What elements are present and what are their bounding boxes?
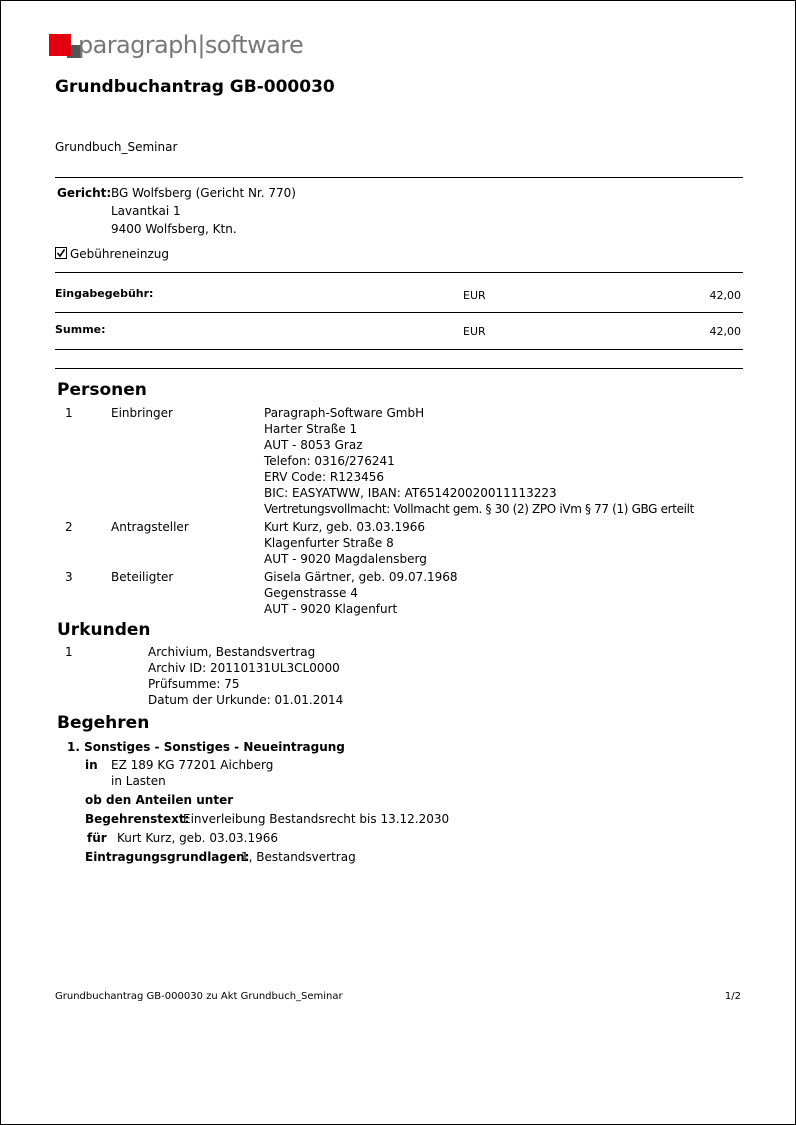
fee-amount: 42,00 (709, 289, 741, 302)
person-line: Harter Straße 1 (264, 422, 358, 436)
eintragungsgrundlagen-value: 1, Bestandsvertrag (241, 850, 356, 864)
person-line: Kurt Kurz, geb. 03.03.1966 (264, 520, 426, 534)
person-role: Antragsteller (111, 520, 189, 534)
urkunde-line: Prüfsumme: 75 (148, 677, 240, 691)
person-line: Gisela Gärtner, geb. 09.07.1968 (264, 570, 458, 584)
begehren-anteile: ob den Anteilen unter (85, 793, 234, 807)
begehren-in-line: EZ 189 KG 77201 Aichberg (111, 758, 274, 772)
gericht-line: BG Wolfsberg (Gericht Nr. 770) (111, 186, 296, 200)
divider (55, 177, 743, 178)
fee-currency: EUR (463, 289, 486, 302)
page-number: 1/2 (724, 991, 741, 1002)
fee-label: Eingabegebühr: (55, 287, 154, 300)
footer-text: Grundbuchantrag GB-000030 zu Akt Grundbuch_Seminar (55, 991, 343, 1002)
begehren-in-label: in (85, 758, 98, 772)
check-icon (56, 248, 66, 258)
logo-text: paragraph|software (78, 31, 304, 59)
begehrenstext-label: Begehrenstext: (85, 812, 190, 826)
divider (55, 312, 743, 313)
begehren-item-title: 1. Sonstiges - Sonstiges - Neueintragung (67, 740, 345, 754)
eintragungsgrundlagen-label: Eintragungsgrundlagen: (85, 850, 250, 864)
divider (55, 272, 743, 273)
gericht-line: 9400 Wolfsberg, Ktn. (111, 222, 237, 236)
divider (55, 349, 743, 350)
person-nr: 2 (65, 520, 73, 534)
person-line: AUT - 8053 Graz (264, 438, 363, 452)
sum-label: Summe: (55, 323, 106, 336)
subtitle: Grundbuch_Seminar (55, 140, 178, 154)
begehren-in-line: in Lasten (111, 774, 166, 788)
urkunde-line: Archivium, Bestandsvertrag (148, 645, 316, 659)
fuer-label: für (87, 831, 107, 845)
person-role: Einbringer (111, 406, 173, 420)
urkunde-nr: 1 (65, 645, 73, 659)
sum-currency: EUR (463, 325, 486, 338)
section-heading-personen: Personen (57, 380, 147, 400)
person-line: Paragraph-Software GmbH (264, 406, 425, 420)
section-heading-urkunden: Urkunden (57, 620, 151, 640)
section-heading-begehren: Begehren (57, 713, 150, 733)
person-line: Gegenstrasse 4 (264, 586, 358, 600)
person-line: Klagenfurter Straße 8 (264, 536, 394, 550)
person-line: Telefon: 0316/276241 (264, 454, 395, 468)
page-title: Grundbuchantrag GB-000030 (55, 77, 335, 97)
divider (55, 368, 743, 369)
person-nr: 1 (65, 406, 73, 420)
person-line: Vertretungsvollmacht: Vollmacht gem. § 30 (2) ZPO iVm § 77 (1) GBG erteilt (264, 502, 694, 516)
gericht-label: Gericht: (57, 186, 112, 200)
urkunde-line: Archiv ID: 20110131UL3CL0000 (148, 661, 340, 675)
person-line: AUT - 9020 Klagenfurt (264, 602, 398, 616)
person-line: BIC: EASYATWW, IBAN: AT651420020011113223 (264, 486, 557, 500)
urkunde-line: Datum der Urkunde: 01.01.2014 (148, 693, 344, 707)
person-role: Beteiligter (111, 570, 174, 584)
begehrenstext-value: Einverleibung Bestandsrecht bis 13.12.2030 (183, 812, 450, 826)
logo-icon (49, 34, 71, 56)
sum-amount: 42,00 (709, 325, 741, 338)
gebuehreneinzug-checkbox[interactable] (55, 247, 67, 259)
person-line: ERV Code: R123456 (264, 470, 385, 484)
gericht-line: Lavantkai 1 (111, 204, 181, 218)
gebuehreneinzug-label: Gebühreneinzug (70, 247, 170, 261)
fuer-value: Kurt Kurz, geb. 03.03.1966 (117, 831, 279, 845)
person-line: AUT - 9020 Magdalensberg (264, 552, 427, 566)
person-nr: 3 (65, 570, 73, 584)
